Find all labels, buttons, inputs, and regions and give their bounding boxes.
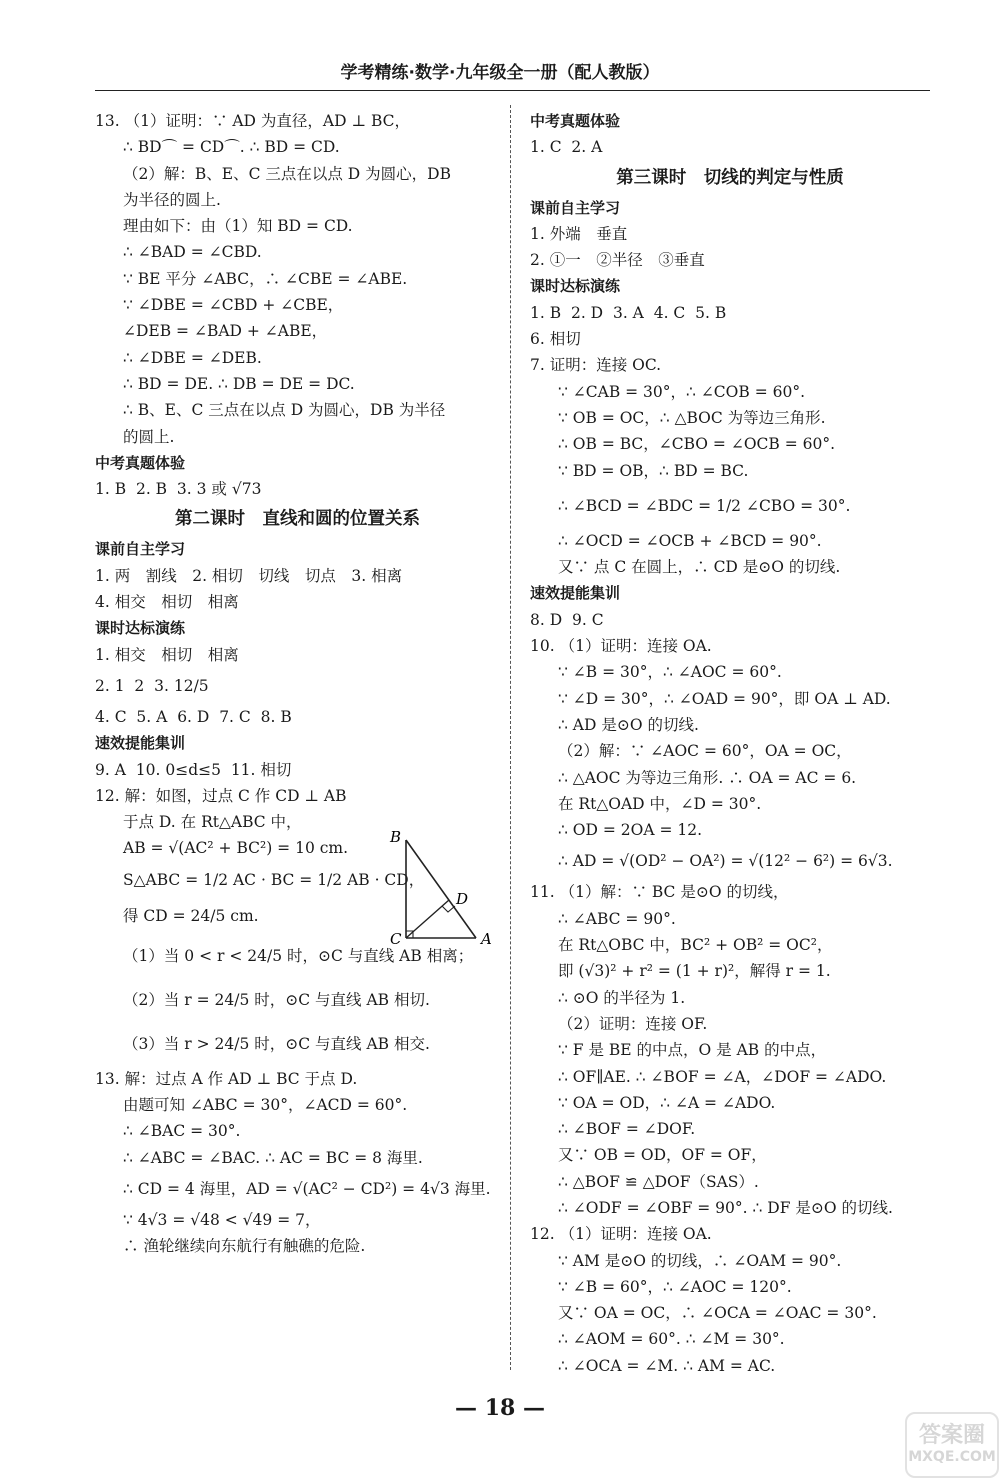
answer-line: 4. C 5. A 6. D 7. C 8. B bbox=[95, 707, 292, 726]
text-line: 得 CD = 24/5 cm. bbox=[123, 906, 259, 925]
text-line: ∴ ⊙O 的半径为 1. bbox=[558, 988, 686, 1007]
text-line: 7. 证明：连接 OC. bbox=[530, 356, 662, 375]
text-line: ∴ ∠ABC = 90°. bbox=[558, 909, 676, 928]
text-line: 又∵ 点 C 在圆上，∴ CD 是⊙O 的切线. bbox=[558, 558, 841, 577]
label-d: D bbox=[456, 890, 469, 908]
text-line: 于点 D. 在 Rt△ABC 中， bbox=[123, 813, 302, 832]
text-line: 11. （1）解：∵ BC 是⊙O 的切线， bbox=[530, 883, 789, 902]
header-rule bbox=[95, 90, 930, 91]
text-line: 即 (√3)² + r² = (1 + r)²，解得 r = 1. bbox=[558, 962, 831, 981]
answer-line: 2. 1 2 3. 12/5 bbox=[95, 676, 209, 695]
answer-line: 1. 相交 相切 相离 bbox=[95, 645, 239, 664]
text-line: 12. 解：如图，过点 C 作 CD ⊥ AB bbox=[95, 786, 347, 805]
text-line: ∵ OA = OD，∴ ∠A = ∠ADO. bbox=[558, 1093, 776, 1112]
text-line: 由题可知 ∠ABC = 30°，∠ACD = 60°. bbox=[123, 1096, 408, 1115]
watermark-text: 答案圈 bbox=[918, 1423, 985, 1448]
watermark-logo bbox=[905, 1412, 999, 1478]
text-line: ∴ AD = √(OD² − OA²) = √(12² − 6²) = 6√3. bbox=[558, 852, 893, 871]
answer-line: 9. A 10. 0≤d≤5 11. 相切 bbox=[95, 760, 292, 779]
text-line: （2）当 r = 24/5 时，⊙C 与直线 AB 相切. bbox=[123, 990, 430, 1009]
text-line: S△ABC = 1/2 AC · BC = 1/2 AB · CD， bbox=[123, 870, 425, 889]
text-line: ∵ ∠B = 60°，∴ ∠AOC = 120°. bbox=[558, 1277, 792, 1296]
text-line: ∴ OD = 2OA = 12. bbox=[558, 821, 703, 840]
page-number: — 18 — bbox=[455, 1395, 545, 1421]
section-heading: 中考真题体验 bbox=[530, 112, 621, 130]
text-line: （2）证明：连接 OF. bbox=[558, 1014, 708, 1033]
text-line: ∵ ∠D = 30°，∴ ∠OAD = 90°，即 OA ⊥ AD. bbox=[558, 689, 891, 708]
text-line: ∴ B、E、C 三点在以点 D 为圆心，DB 为半径 bbox=[123, 401, 446, 420]
text-line: ∵ BD = OB，∴ BD = BC. bbox=[558, 461, 749, 480]
text-line: （3）当 r > 24/5 时，⊙C 与直线 AB 相交. bbox=[123, 1034, 430, 1053]
text-line: ∵ F 是 BE 的中点，O 是 AB 的中点， bbox=[558, 1041, 827, 1060]
section-heading: 课时达标演练 bbox=[95, 619, 186, 638]
page-header: 学考精练·数学·九年级全一册（配人教版） bbox=[340, 63, 660, 83]
answer-line: 1. 两 割线 2. 相切 切线 切点 3. 相离 bbox=[95, 566, 403, 585]
section-heading: 中考真题体验 bbox=[95, 453, 186, 472]
answer-line: 2. ①一 ②半径 ③垂直 bbox=[530, 251, 705, 270]
text-line: 在 Rt△OAD 中，∠D = 30°. bbox=[558, 794, 762, 813]
lesson-title: 第三课时 切线的判定与性质 bbox=[616, 167, 844, 188]
section-heading: 速效提能集训 bbox=[530, 584, 621, 603]
answer-line: 1. B 2. D 3. A 4. C 5. B bbox=[530, 303, 727, 322]
text-line: ∴ ∠OCA = ∠M. ∴ AM = AC. bbox=[558, 1356, 776, 1375]
text-line: （1）当 0 < r < 24/5 时，⊙C 与直线 AB 相离； bbox=[123, 946, 474, 965]
text-line: ∵ AM 是⊙O 的切线，∴ ∠OAM = 90°. bbox=[558, 1251, 842, 1270]
text-line: ∵ OB = OC，∴ △BOC 为等边三角形. bbox=[558, 408, 826, 427]
answer-line: 1. C 2. A bbox=[530, 138, 603, 157]
right-triangle-figure bbox=[388, 828, 498, 953]
label-b: B bbox=[390, 828, 402, 846]
text-line: ∴ ∠BOF = ∠DOF. bbox=[558, 1120, 696, 1139]
section-heading: 课时达标演练 bbox=[530, 277, 621, 296]
text-line: ∵ ∠B = 30°，∴ ∠AOC = 60°. bbox=[558, 663, 782, 682]
answer-line: 4. 相交 相切 相离 bbox=[95, 593, 239, 612]
text-line: ∴ ∠BAC = 30°. bbox=[123, 1122, 241, 1141]
watermark-url: MXQE.COM bbox=[908, 1449, 996, 1465]
text-line: ∴ OF∥AE. ∴ ∠BOF = ∠A，∠DOF = ∠ADO. bbox=[558, 1067, 887, 1086]
text-line: 10. （1）证明：连接 OA. bbox=[530, 637, 712, 656]
section-heading: 速效提能集训 bbox=[95, 734, 186, 753]
left-column bbox=[95, 108, 500, 1260]
text-line: （2）解：∵ ∠AOC = 60°，OA = OC， bbox=[558, 742, 852, 761]
answer-line: 8. D 9. C bbox=[530, 610, 604, 629]
column-divider bbox=[510, 105, 511, 1370]
text-line: ∴ OB = BC，∠CBO = ∠OCB = 60°. bbox=[558, 435, 836, 454]
text-line: 12. （1）证明：连接 OA. bbox=[530, 1225, 712, 1244]
text-line: ∵ BE 平分 ∠ABC，∴ ∠CBE = ∠ABE. bbox=[123, 269, 408, 288]
text-line: 在 Rt△OBC 中，BC² + OB² = OC²， bbox=[558, 936, 833, 955]
text-line: ∵ 4√3 = √48 < √49 = 7， bbox=[123, 1210, 321, 1229]
label-c: C bbox=[390, 930, 402, 948]
text-line: ∴ BD⌒ = CD⌒. ∴ BD = CD. bbox=[123, 138, 340, 157]
text-line: 13. （1）证明：∵ AD 为直径，AD ⊥ BC， bbox=[95, 112, 411, 130]
side-ab bbox=[406, 840, 476, 938]
section-heading: 课前自主学习 bbox=[95, 540, 186, 559]
text-line: 又∵ OA = OC，∴ ∠OCA = ∠OAC = 30°. bbox=[558, 1304, 877, 1323]
text-line: AB = √(AC² + BC²) = 10 cm. bbox=[123, 839, 349, 858]
text-line: ∴ ∠BAD = ∠CBD. bbox=[123, 243, 262, 262]
text-line: ∴ ∠ODF = ∠OBF = 90°. ∴ DF 是⊙O 的切线. bbox=[558, 1198, 893, 1217]
text-line: ∴ ∠AOM = 60°. ∴ ∠M = 30°. bbox=[558, 1330, 785, 1349]
text-line: ∵ ∠CAB = 30°，∴ ∠COB = 60°. bbox=[558, 382, 806, 401]
lesson-title: 第二课时 直线和圆的位置关系 bbox=[175, 509, 420, 530]
text-line: ∴ BD = DE. ∴ DB = DE = DC. bbox=[123, 374, 355, 393]
answer-line: 6. 相切 bbox=[530, 330, 581, 349]
text-line: ∠DEB = ∠BAD + ∠ABE， bbox=[123, 322, 328, 341]
right-column bbox=[530, 108, 930, 1379]
text-line: 为半径的圆上. bbox=[123, 190, 221, 209]
text-line: ∴ ∠ABC = ∠BAC. ∴ AC = BC = 8 海里. bbox=[123, 1148, 423, 1167]
label-a: A bbox=[481, 930, 492, 948]
text-line: 13. 解：过点 A 作 AD ⊥ BC 于点 D. bbox=[95, 1069, 358, 1088]
text-line: ∴ △BOF ≌ △DOF（SAS）. bbox=[558, 1172, 759, 1191]
text-line: 理由如下：由（1）知 BD = CD. bbox=[123, 217, 353, 236]
text-line: ∵ ∠DBE = ∠CBD + ∠CBE， bbox=[123, 296, 344, 315]
text-line: ∴ ∠OCD = ∠OCB + ∠BCD = 90°. bbox=[558, 531, 822, 550]
text-line: ∴ ∠BCD = ∠BDC = 1/2 ∠CBO = 30°. bbox=[558, 496, 851, 515]
answer-line: 1. 外端 垂直 bbox=[530, 224, 628, 243]
section-heading: 课前自主学习 bbox=[530, 198, 621, 217]
answer-line: 1. B 2. B 3. 3 或 √73 bbox=[95, 480, 262, 499]
text-line: ∴ 渔轮继续向东航行有触礁的危险. bbox=[123, 1237, 366, 1256]
text-line: ∴ CD = 4 海里，AD = √(AC² − CD²) = 4√3 海里. bbox=[123, 1179, 491, 1198]
text-line: ∴ AD 是⊙O 的切线. bbox=[558, 715, 699, 734]
text-line: 又∵ OB = OD，OF = OF， bbox=[558, 1146, 767, 1165]
text-line: 的圆上. bbox=[123, 427, 175, 446]
text-line: ∴ ∠DBE = ∠DEB. bbox=[123, 348, 262, 367]
text-line: （2）解：B、E、C 三点在以点 D 为圆心，DB bbox=[123, 164, 451, 183]
text-line: ∴ △AOC 为等边三角形. ∴ OA = AC = 6. bbox=[558, 768, 857, 787]
